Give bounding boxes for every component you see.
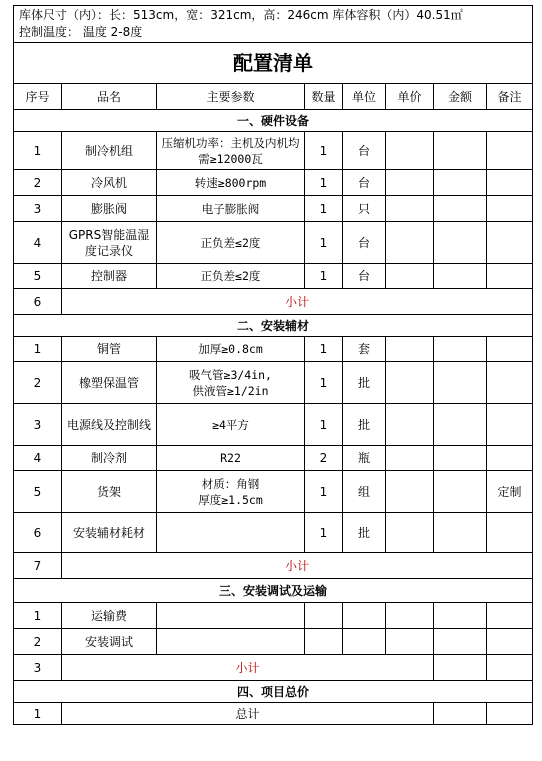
item-price — [386, 337, 434, 362]
header-row — [14, 84, 533, 110]
row-number: 2 — [14, 362, 62, 404]
item-name: 电源线及控制线 — [62, 404, 157, 446]
item-unit: 批 — [343, 362, 386, 404]
item-qty: 1 — [305, 170, 343, 196]
item-note — [487, 170, 533, 196]
item-amount — [434, 471, 487, 513]
row-number: 6 — [14, 513, 62, 553]
item-amount — [434, 132, 487, 170]
header-cell: 数量 — [305, 84, 343, 110]
item-param: 电子膨胀阀 — [157, 196, 305, 222]
header-cell: 序号 — [14, 84, 62, 110]
total-row — [14, 703, 533, 725]
table-row — [14, 337, 533, 362]
item-price — [386, 446, 434, 471]
item-name: 制冷剂 — [62, 446, 157, 471]
temperature-text: 控制温度： 温度 2-8度 — [19, 25, 143, 39]
item-price — [386, 362, 434, 404]
item-qty: 1 — [305, 471, 343, 513]
item-qty: 1 — [305, 513, 343, 553]
section-title: 四、项目总价 — [14, 681, 533, 703]
table-row — [14, 471, 533, 513]
subtotal-label: 小计 — [62, 289, 533, 315]
item-note — [487, 362, 533, 404]
item-param: R22 — [157, 446, 305, 471]
row-number: 6 — [14, 289, 62, 315]
row-number: 2 — [14, 170, 62, 196]
row-number: 3 — [14, 196, 62, 222]
item-note — [487, 264, 533, 289]
row-number: 3 — [14, 655, 62, 681]
item-param: 转速≥800rpm — [157, 170, 305, 196]
row-number: 1 — [14, 603, 62, 629]
table-row — [14, 629, 533, 655]
item-amount — [434, 404, 487, 446]
item-price — [386, 471, 434, 513]
item-price — [386, 404, 434, 446]
item-unit: 瓶 — [343, 446, 386, 471]
item-name: 安装调试 — [62, 629, 157, 655]
row-number: 4 — [14, 222, 62, 264]
section-row — [14, 110, 533, 132]
info-row — [14, 6, 533, 43]
item-qty: 2 — [305, 446, 343, 471]
row-number: 1 — [14, 703, 62, 725]
item-name: 膨胀阀 — [62, 196, 157, 222]
item-qty: 1 — [305, 222, 343, 264]
item-param: 压缩机功率：主机及内机均需≥12000瓦 — [157, 132, 305, 170]
item-param: 加厚≥0.8cm — [157, 337, 305, 362]
storage-dimensions-text: 库体尺寸（内）：长：513cm，宽：321cm，高：246cm 库体容积（内）40.51㎡ — [19, 8, 463, 22]
item-qty: 1 — [305, 362, 343, 404]
item-qty: 1 — [305, 196, 343, 222]
subtotal-row — [14, 553, 533, 579]
item-name: 运输费 — [62, 603, 157, 629]
item-unit: 只 — [343, 196, 386, 222]
item-price — [386, 222, 434, 264]
table-row — [14, 603, 533, 629]
item-note — [487, 337, 533, 362]
item-amount — [434, 222, 487, 264]
header-cell: 品名 — [62, 84, 157, 110]
table-row — [14, 362, 533, 404]
item-price — [386, 264, 434, 289]
row-number: 5 — [14, 471, 62, 513]
item-amount — [434, 196, 487, 222]
row-number: 1 — [14, 337, 62, 362]
item-unit: 台 — [343, 170, 386, 196]
section-row — [14, 579, 533, 603]
table-row — [14, 446, 533, 471]
table-row — [14, 170, 533, 196]
item-qty: 1 — [305, 264, 343, 289]
row-number: 5 — [14, 264, 62, 289]
item-price — [386, 132, 434, 170]
item-name: 制冷机组 — [62, 132, 157, 170]
row-number: 2 — [14, 629, 62, 655]
item-name: 货架 — [62, 471, 157, 513]
item-unit: 批 — [343, 404, 386, 446]
item-amount — [434, 264, 487, 289]
row-number: 4 — [14, 446, 62, 471]
item-amount — [434, 362, 487, 404]
total-label: 总计 — [62, 703, 434, 725]
item-unit: 台 — [343, 222, 386, 264]
item-price — [386, 196, 434, 222]
header-cell: 单位 — [343, 84, 386, 110]
header-cell: 备注 — [487, 84, 533, 110]
item-name: 安装辅材耗材 — [62, 513, 157, 553]
item-amount — [434, 337, 487, 362]
section-title: 三、安装调试及运输 — [14, 579, 533, 603]
item-unit: 批 — [343, 513, 386, 553]
header-cell: 单价 — [386, 84, 434, 110]
item-name: GPRS智能温湿度记录仪 — [62, 222, 157, 264]
item-note — [487, 446, 533, 471]
row-number: 3 — [14, 404, 62, 446]
subtotal-row — [14, 655, 533, 681]
table-row — [14, 513, 533, 553]
subtotal-label: 小计 — [62, 655, 434, 681]
item-name: 控制器 — [62, 264, 157, 289]
table-row — [14, 404, 533, 446]
item-note — [487, 404, 533, 446]
table-row — [14, 264, 533, 289]
item-param — [157, 513, 305, 553]
subtotal-row — [14, 289, 533, 315]
page-title: 配置清单 — [14, 43, 533, 84]
title-row — [14, 43, 533, 84]
item-price — [386, 513, 434, 553]
item-param: 吸气管≥3/4in, 供液管≥1/2in — [157, 362, 305, 404]
item-param: ≥4平方 — [157, 404, 305, 446]
section-title: 二、安装辅材 — [14, 315, 533, 337]
item-amount — [434, 513, 487, 553]
item-qty: 1 — [305, 132, 343, 170]
table-row — [14, 222, 533, 264]
item-unit: 组 — [343, 471, 386, 513]
item-name: 冷风机 — [62, 170, 157, 196]
item-param: 正负差≤2度 — [157, 264, 305, 289]
table-row — [14, 132, 533, 170]
header-cell: 金额 — [434, 84, 487, 110]
item-price — [386, 170, 434, 196]
item-amount — [434, 170, 487, 196]
item-name: 铜管 — [62, 337, 157, 362]
item-note — [487, 222, 533, 264]
row-number: 7 — [14, 553, 62, 579]
item-unit: 台 — [343, 264, 386, 289]
item-param: 正负差≤2度 — [157, 222, 305, 264]
item-note: 定制 — [487, 471, 533, 513]
table-row — [14, 196, 533, 222]
section-row — [14, 315, 533, 337]
item-note — [487, 132, 533, 170]
item-amount — [434, 446, 487, 471]
config-table — [13, 5, 533, 725]
header-cell: 主要参数 — [157, 84, 305, 110]
section-row — [14, 681, 533, 703]
subtotal-label: 小计 — [62, 553, 533, 579]
item-unit: 台 — [343, 132, 386, 170]
item-note — [487, 513, 533, 553]
item-name: 橡塑保温管 — [62, 362, 157, 404]
item-qty: 1 — [305, 337, 343, 362]
item-param: 材质：角钢 厚度≥1.5cm — [157, 471, 305, 513]
item-unit: 套 — [343, 337, 386, 362]
section-title: 一、硬件设备 — [14, 110, 533, 132]
item-qty: 1 — [305, 404, 343, 446]
item-note — [487, 196, 533, 222]
row-number: 1 — [14, 132, 62, 170]
